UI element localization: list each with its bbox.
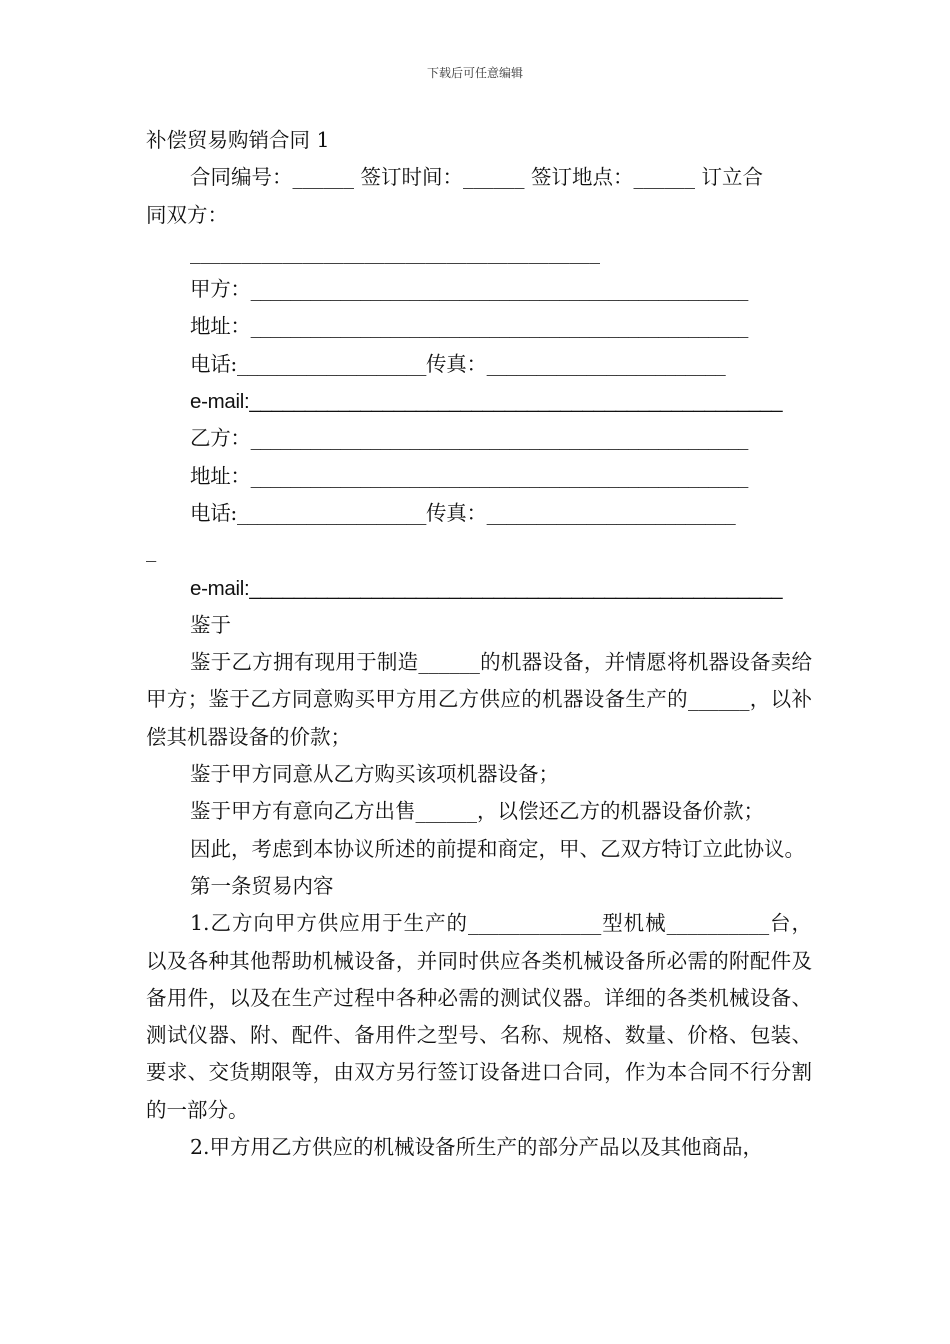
- party-b-phone-fax-line: 电话:___________________传真：_________________________: [190, 500, 736, 525]
- contract-parties-label: 同双方：: [146, 202, 228, 227]
- article-1-clause-2: 2.甲方用乙方供应的机械设备所生产的部分产品以及其他商品，: [190, 1135, 764, 1160]
- party-a-line: 甲方：__________________________________________________: [190, 277, 749, 302]
- therefore-paragraph: 因此，考虑到本协议所述的前提和商定，甲、乙双方特订立此协议。: [190, 836, 805, 861]
- whereas-paragraph-3: 鉴于甲方有意向乙方出售______，以偿还乙方的机器设备价款；: [190, 799, 764, 824]
- party-a-address-line: 地址：__________________________________________________: [190, 314, 749, 339]
- article-1-heading: 第一条贸易内容: [190, 873, 334, 898]
- whereas-heading: 鉴于: [190, 612, 231, 637]
- overflow-underscore: _: [146, 538, 157, 563]
- document-body: [146, 122, 812, 1166]
- contract-info-line: 合同编号：______ 签订时间：______ 签订地点：______ 订立合: [190, 165, 764, 190]
- whereas-paragraph-2: 鉴于甲方同意从乙方购买该项机器设备；: [190, 762, 559, 787]
- party-a-phone-fax-line: 电话:___________________传真：________________________: [190, 351, 726, 376]
- document-title: 补偿贸易购销合同 1: [146, 128, 330, 152]
- party-b-line: 乙方：__________________________________________________: [190, 426, 749, 451]
- page-header: 下载后可任意编辑: [426, 66, 523, 80]
- party-a-email-line: e-mail:________________________________________________: [190, 390, 783, 414]
- article-1-clause-1: 1.乙方向甲方供应用于生产的_____________型机械__________台，以及各种其他帮助机械设备，并同时供应各类机械设备所必需的附配件及备用件，以及在生产过程中各种必需的测试仪器。详细的各类机械设备、测试仪器、附、配件、备用件之型号、名称、规格、数量、价格、包装、要求、交货期限等，由双方另行签订设备进口合同，作为本合同不行分割的一部分。: [146, 911, 812, 1122]
- whereas-paragraph-1: 鉴于乙方拥有现用于制造______的机器设备，并情愿将机器设备卖给甲方；鉴于乙方同意购买甲方用乙方供应的机器设备生产的______，以补偿其机器设备的价款；: [146, 650, 812, 749]
- party-b-email-line: e-mail:________________________________________________: [190, 576, 783, 600]
- party-b-address-line: 地址：__________________________________________________: [190, 463, 749, 488]
- blank-line: ________________________________________: [190, 239, 600, 264]
